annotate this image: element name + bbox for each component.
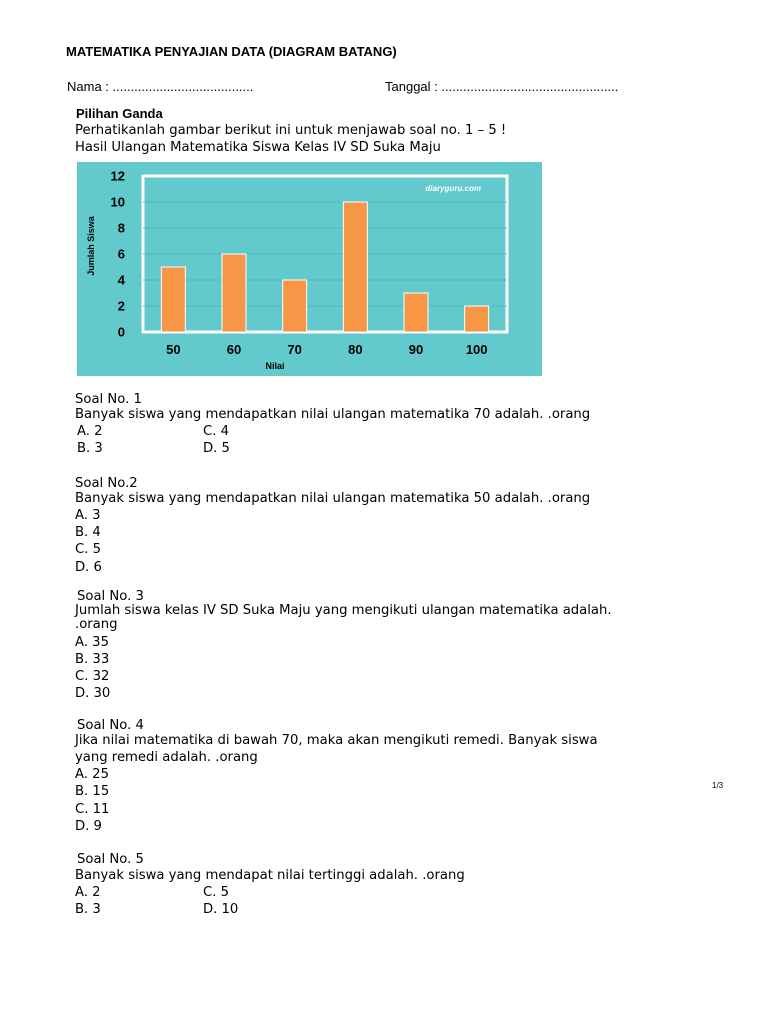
- x-tick-label: 50: [166, 342, 181, 357]
- question-5-text: Banyak siswa yang mendapat nilai tertinggi adalah. .orang: [75, 868, 465, 883]
- x-tick-label: 100: [465, 342, 488, 357]
- question-3-option-b[interactable]: B. 33: [75, 652, 110, 667]
- question-3-label: Soal No. 3: [77, 589, 144, 604]
- y-tick-label: 6: [117, 246, 125, 262]
- question-3-option-c[interactable]: C. 32: [75, 669, 110, 684]
- question-5-option-d[interactable]: D. 10: [203, 902, 239, 917]
- bar-chart-svg: [77, 162, 542, 376]
- bar: [404, 293, 428, 332]
- question-4-text: Jika nilai matematika di bawah 70, maka akan mengikuti remedi. Banyak siswa: [75, 733, 598, 748]
- question-2-option-a[interactable]: A. 3: [75, 508, 101, 523]
- bar: [465, 306, 489, 332]
- question-4-text-cont: yang remedi adalah. .orang: [75, 750, 258, 765]
- question-3-option-a[interactable]: A. 35: [75, 635, 109, 650]
- x-tick-label: 70: [287, 342, 302, 357]
- bar: [161, 267, 185, 332]
- bar: [343, 202, 367, 332]
- y-axis-label: Jumlah Siswa: [86, 216, 96, 276]
- y-tick-label: 2: [117, 298, 125, 314]
- bar-chart: [77, 162, 542, 376]
- x-tick-label: 60: [226, 342, 242, 357]
- question-3-option-d[interactable]: D. 30: [75, 686, 111, 701]
- page-title: MATEMATIKA PENYAJIAN DATA (DIAGRAM BATANG): [66, 44, 397, 59]
- question-2-label: Soal No.2: [75, 476, 138, 491]
- question-2-text: Banyak siswa yang mendapatkan nilai ulangan matematika 50 adalah. .orang: [75, 491, 591, 506]
- question-3-text-cont: .orang: [75, 617, 118, 632]
- y-tick-label: 8: [117, 220, 125, 236]
- question-1-option-a[interactable]: A. 2: [77, 424, 103, 439]
- page-number: 1/3: [712, 781, 724, 790]
- x-tick-label: 80: [348, 342, 363, 357]
- nama-field: Nama : .......................................: [67, 79, 254, 94]
- y-tick-label: 10: [110, 194, 125, 210]
- chart-caption: Hasil Ulangan Matematika Siswa Kelas IV SD Suka Maju: [75, 140, 441, 155]
- question-2-option-b[interactable]: B. 4: [75, 525, 101, 540]
- question-2-option-c[interactable]: C. 5: [75, 542, 101, 557]
- y-tick-label: 0: [117, 324, 125, 340]
- question-5-option-a[interactable]: A. 2: [75, 885, 101, 900]
- question-4-option-b[interactable]: B. 15: [75, 784, 110, 799]
- y-tick-label: 4: [117, 272, 125, 288]
- watermark-text: diaryguru.com: [425, 184, 481, 193]
- question-1-option-c[interactable]: C. 4: [203, 424, 229, 439]
- question-2-option-d[interactable]: D. 6: [75, 560, 102, 575]
- question-5-option-c[interactable]: C. 5: [203, 885, 229, 900]
- instruction-text: Perhatikanlah gambar berikut ini untuk menjawab soal no. 1 – 5 !: [75, 123, 507, 138]
- question-4-label: Soal No. 4: [77, 718, 144, 733]
- question-5-label: Soal No. 5: [77, 852, 144, 867]
- bar: [222, 254, 246, 332]
- tanggal-field: Tanggal : .................................................: [385, 79, 619, 94]
- bar: [283, 280, 307, 332]
- x-axis-label: Nilai: [265, 361, 285, 371]
- question-4-option-c[interactable]: C. 11: [75, 802, 110, 817]
- question-4-option-a[interactable]: A. 25: [75, 767, 109, 782]
- y-tick-label: 12: [110, 168, 125, 184]
- question-4-option-d[interactable]: D. 9: [75, 819, 102, 834]
- question-1-option-d[interactable]: D. 5: [203, 441, 230, 456]
- x-tick-label: 90: [408, 342, 424, 357]
- question-1-text: Banyak siswa yang mendapatkan nilai ulangan matematika 70 adalah. .orang: [75, 407, 591, 422]
- section-heading: Pilihan Ganda: [76, 106, 163, 121]
- question-1-option-b[interactable]: B. 3: [77, 441, 103, 456]
- question-5-option-b[interactable]: B. 3: [75, 902, 101, 917]
- question-1-label: Soal No. 1: [75, 392, 142, 407]
- question-3-text: Jumlah siswa kelas IV SD Suka Maju yang mengikuti ulangan matematika adalah.: [75, 603, 612, 618]
